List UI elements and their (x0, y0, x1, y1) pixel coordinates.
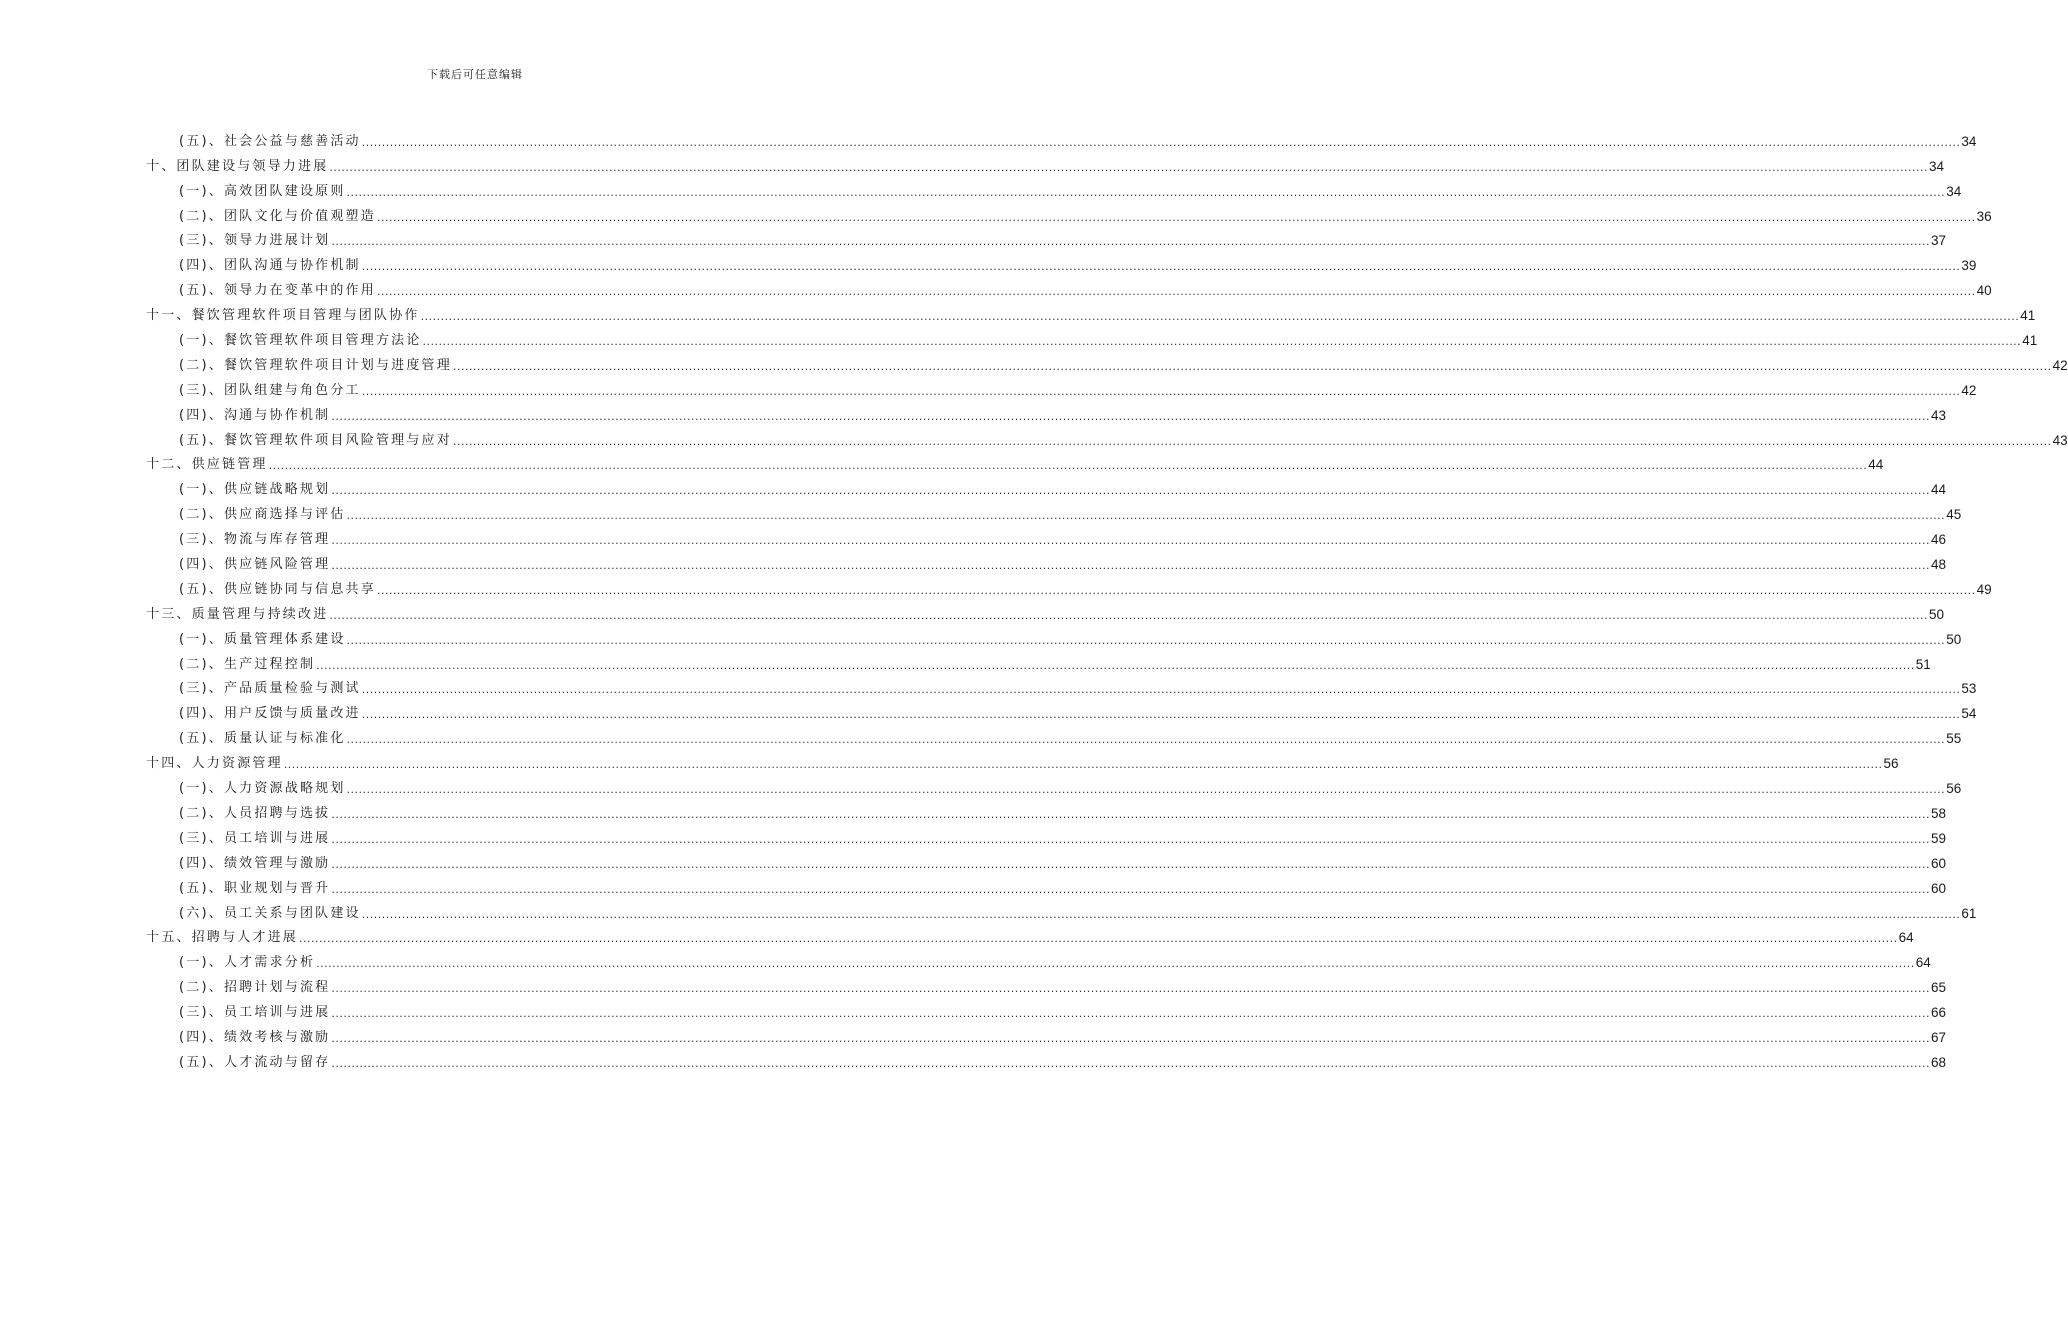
toc-leader-dots: ................................................................................................................................................................................................................................................................................................................................................................................................................ (361, 708, 1961, 722)
toc-leader-dots: ................................................................................................................................................................................................................................................................................................................................................................................................................ (452, 434, 2052, 448)
toc-leader-dots: ................................................................................................................................................................................................................................................................................................................................................................................................................ (331, 409, 1930, 423)
toc-entry-title: (三)、领导力进展计划 (179, 233, 331, 249)
toc-section-entry[interactable] (146, 424, 2068, 449)
toc-section-entry[interactable] (146, 548, 1947, 573)
toc-entry-title: (四)、绩效考核与激励 (179, 1029, 331, 1045)
toc-entry-page: 68 (1930, 1054, 1947, 1070)
toc-entry-title: (二)、招聘计划与流程 (179, 980, 331, 996)
toc-leader-dots: ................................................................................................................................................................................................................................................................................................................................................................................................................ (316, 658, 1915, 672)
toc-entry-page: 34 (1961, 133, 1977, 149)
page-header: 下载后可任意编辑 (427, 68, 523, 81)
toc-section-entry[interactable] (146, 249, 1977, 274)
toc-section-entry[interactable] (146, 473, 1947, 498)
toc-section-entry[interactable] (146, 673, 1977, 698)
toc-leader-dots: ................................................................................................................................................................................................................................................................................................................................................................................................................ (376, 583, 1976, 597)
toc-entry-title: (二)、供应商选择与评估 (179, 507, 346, 523)
toc-leader-dots: ................................................................................................................................................................................................................................................................................................................................................................................................................ (361, 135, 1961, 149)
toc-entry-title: (二)、团队文化与价值观塑造 (179, 208, 376, 224)
toc-section-entry[interactable] (146, 897, 1977, 922)
toc-entry-page: 44 (1868, 457, 1884, 473)
toc-entry-title: (五)、职业规划与晋升 (179, 880, 331, 896)
toc-entry-page: 65 (1930, 980, 1947, 996)
toc-section-entry[interactable] (146, 797, 1947, 822)
toc-chapter-entry[interactable] (146, 598, 1945, 623)
toc-entry-page: 43 (1930, 407, 1947, 423)
toc-section-entry[interactable] (146, 523, 1947, 548)
toc-entry-title: (四)、绩效管理与激励 (179, 855, 331, 871)
toc-leader-dots: ................................................................................................................................................................................................................................................................................................................................................................................................................ (331, 484, 1930, 498)
toc-leader-dots: ................................................................................................................................................................................................................................................................................................................................................................................................................ (316, 957, 1915, 971)
toc-entry-page: 43 (2052, 432, 2068, 448)
toc-leader-dots: ................................................................................................................................................................................................................................................................................................................................................................................................................ (346, 733, 1946, 747)
toc-leader-dots: ................................................................................................................................................................................................................................................................................................................................................................................................................ (331, 807, 1930, 821)
toc-entry-page: 60 (1930, 855, 1947, 871)
toc-leader-dots: ................................................................................................................................................................................................................................................................................................................................................................................................................ (376, 285, 1976, 299)
toc-entry-page: 48 (1930, 557, 1947, 573)
toc-chapter-entry[interactable] (146, 299, 2036, 324)
toc-entry-title: (五)、供应链协同与信息共享 (179, 581, 376, 597)
toc-entry-page: 42 (2052, 357, 2068, 373)
toc-section-entry[interactable] (146, 573, 1992, 598)
toc-entry-page: 61 (1961, 905, 1977, 921)
toc-leader-dots: ................................................................................................................................................................................................................................................................................................................................................................................................................ (361, 907, 1961, 921)
toc-entry-title: (五)、餐饮管理软件项目风险管理与应对 (179, 432, 452, 448)
toc-leader-dots: ................................................................................................................................................................................................................................................................................................................................................................................................................ (331, 1007, 1930, 1021)
toc-section-entry[interactable] (146, 971, 1947, 996)
toc-entry-page: 41 (2022, 333, 2038, 349)
toc-leader-dots: ................................................................................................................................................................................................................................................................................................................................................................................................................ (331, 235, 1930, 249)
toc-entry-title: (六)、员工关系与团队建设 (179, 905, 361, 921)
toc-section-entry[interactable] (146, 946, 1931, 971)
toc-leader-dots: ................................................................................................................................................................................................................................................................................................................................................................................................................ (376, 210, 1976, 224)
toc-entry-title: 十一、餐饮管理软件项目管理与团队协作 (146, 308, 420, 324)
toc-entry-page: 51 (1915, 656, 1931, 672)
toc-entry-title: 十四、人力资源管理 (146, 756, 283, 772)
toc-entry-page: 41 (2020, 308, 2036, 324)
toc-leader-dots: ................................................................................................................................................................................................................................................................................................................................................................................................................ (361, 384, 1961, 398)
toc-entry-title: (四)、沟通与协作机制 (179, 407, 331, 423)
toc-leader-dots: ................................................................................................................................................................................................................................................................................................................................................................................................................ (346, 633, 1946, 647)
toc-leader-dots: ................................................................................................................................................................................................................................................................................................................................................................................................................ (346, 185, 1946, 199)
toc-section-entry[interactable] (146, 847, 1947, 872)
toc-entry-page: 59 (1930, 830, 1947, 846)
toc-entry-page: 66 (1930, 1005, 1947, 1021)
toc-section-entry[interactable] (146, 374, 1977, 399)
toc-leader-dots: ................................................................................................................................................................................................................................................................................................................................................................................................................ (346, 783, 1946, 797)
toc-entry-title: (三)、员工培训与进展 (179, 830, 331, 846)
toc-entry-title: (四)、供应链风险管理 (179, 557, 331, 573)
toc-entry-page: 67 (1930, 1029, 1947, 1045)
toc-chapter-entry[interactable] (146, 922, 1914, 947)
toc-section-entry[interactable] (146, 324, 2038, 349)
toc-entry-title: (一)、供应链战略规划 (179, 482, 331, 498)
toc-leader-dots: ................................................................................................................................................................................................................................................................................................................................................................................................................ (329, 160, 1929, 174)
toc-leader-dots: ................................................................................................................................................................................................................................................................................................................................................................................................................ (331, 832, 1930, 846)
toc-entry-page: 50 (1929, 606, 1945, 622)
toc-entry-page: 34 (1946, 183, 1962, 199)
toc-leader-dots: ................................................................................................................................................................................................................................................................................................................................................................................................................ (361, 260, 1961, 274)
toc-section-entry[interactable] (146, 772, 1962, 797)
toc-section-entry[interactable] (146, 648, 1931, 673)
toc-section-entry[interactable] (146, 1046, 1947, 1071)
toc-entry-page: 55 (1946, 731, 1962, 747)
toc-entry-title: (一)、人力资源战略规划 (179, 781, 346, 797)
toc-section-entry[interactable] (146, 722, 1962, 747)
toc-entry-page: 60 (1930, 880, 1947, 896)
toc-section-entry[interactable] (146, 225, 1947, 250)
toc-entry-page: 36 (1976, 208, 1992, 224)
toc-leader-dots: ................................................................................................................................................................................................................................................................................................................................................................................................................ (331, 857, 1930, 871)
toc-entry-page: 45 (1946, 507, 1962, 523)
toc-leader-dots: ................................................................................................................................................................................................................................................................................................................................................................................................................ (422, 335, 2022, 349)
toc-entry-page: 58 (1930, 805, 1947, 821)
toc-entry-title: 十三、质量管理与持续改进 (146, 606, 329, 622)
toc-entry-title: (一)、质量管理体系建设 (179, 631, 346, 647)
toc-chapter-entry[interactable] (146, 150, 1945, 175)
toc-chapter-entry[interactable] (146, 747, 1899, 772)
toc-leader-dots: ................................................................................................................................................................................................................................................................................................................................................................................................................ (283, 758, 1883, 772)
toc-entry-page: 53 (1961, 681, 1977, 697)
toc-leader-dots: ................................................................................................................................................................................................................................................................................................................................................................................................................ (299, 932, 1898, 946)
toc-leader-dots: ................................................................................................................................................................................................................................................................................................................................................................................................................ (346, 509, 1946, 523)
toc-entry-page: 56 (1946, 781, 1962, 797)
toc-section-entry[interactable] (146, 996, 1947, 1021)
toc-entry-page: 34 (1929, 158, 1945, 174)
toc-entry-title: (五)、领导力在变革中的作用 (179, 283, 376, 299)
toc-leader-dots: ................................................................................................................................................................................................................................................................................................................................................................................................................ (331, 1031, 1930, 1045)
toc-chapter-entry[interactable] (146, 449, 1884, 474)
toc-section-entry[interactable] (146, 697, 1977, 722)
toc-entry-page: 56 (1883, 756, 1899, 772)
toc-section-entry[interactable] (146, 274, 1992, 299)
toc-entry-page: 46 (1930, 532, 1947, 548)
toc-section-entry[interactable] (146, 623, 1962, 648)
toc-entry-title: (一)、高效团队建设原则 (179, 183, 346, 199)
toc-entry-title: (一)、餐饮管理软件项目管理方法论 (179, 333, 422, 349)
toc-entry-title: (五)、社会公益与慈善活动 (179, 133, 361, 149)
toc-entry-title: (一)、人才需求分析 (179, 955, 316, 971)
toc-entry-title: (四)、用户反馈与质量改进 (179, 706, 361, 722)
toc-leader-dots: ................................................................................................................................................................................................................................................................................................................................................................................................................ (331, 982, 1930, 996)
toc-entry-title: (三)、团队组建与角色分工 (179, 382, 361, 398)
toc-leader-dots: ................................................................................................................................................................................................................................................................................................................................................................................................................ (331, 1056, 1930, 1070)
toc-leader-dots: ................................................................................................................................................................................................................................................................................................................................................................................................................ (452, 359, 2052, 373)
toc-entry-page: 64 (1915, 955, 1931, 971)
toc-entry-page: 54 (1961, 706, 1977, 722)
toc-entry-page: 40 (1976, 283, 1992, 299)
toc-entry-title: (二)、人员招聘与选拔 (179, 805, 331, 821)
toc-entry-title: 十五、招聘与人才进展 (146, 930, 299, 946)
toc-entry-title: (三)、员工培训与进展 (179, 1005, 331, 1021)
toc-entry-page: 64 (1898, 930, 1914, 946)
toc-entry-page: 42 (1961, 382, 1977, 398)
toc-entry-title: (三)、产品质量检验与测试 (179, 681, 361, 697)
toc-entry-title: (三)、物流与库存管理 (179, 532, 331, 548)
toc-entry-title: (二)、餐饮管理软件项目计划与进度管理 (179, 357, 452, 373)
toc-section-entry[interactable] (146, 822, 1947, 847)
toc-entry-page: 49 (1976, 581, 1992, 597)
toc-leader-dots: ................................................................................................................................................................................................................................................................................................................................................................................................................ (361, 683, 1961, 697)
toc-leader-dots: ................................................................................................................................................................................................................................................................................................................................................................................................................ (331, 534, 1930, 548)
toc-entry-title: 十、团队建设与领导力进展 (146, 158, 329, 174)
toc-section-entry[interactable] (146, 1021, 1947, 1046)
toc-leader-dots: ................................................................................................................................................................................................................................................................................................................................................................................................................ (331, 882, 1930, 896)
toc-section-entry[interactable] (146, 399, 1947, 424)
toc-section-entry[interactable] (146, 872, 1947, 897)
toc-entry-page: 37 (1930, 233, 1947, 249)
toc-leader-dots: ................................................................................................................................................................................................................................................................................................................................................................................................................ (331, 559, 1930, 573)
toc-leader-dots: ................................................................................................................................................................................................................................................................................................................................................................................................................ (420, 310, 2020, 324)
toc-section-entry[interactable] (146, 200, 1992, 225)
toc-section-entry[interactable] (146, 125, 1977, 150)
toc-leader-dots: ................................................................................................................................................................................................................................................................................................................................................................................................................ (329, 608, 1929, 622)
toc-entry-title: (五)、人才流动与留存 (179, 1054, 331, 1070)
toc-entry-title: (五)、质量认证与标准化 (179, 731, 346, 747)
table-of-contents (146, 125, 2068, 1071)
toc-entry-title: 十二、供应链管理 (146, 457, 268, 473)
toc-entry-page: 50 (1946, 631, 1962, 647)
toc-entry-title: (二)、生产过程控制 (179, 656, 316, 672)
toc-section-entry[interactable] (146, 175, 1962, 200)
toc-entry-page: 44 (1930, 482, 1947, 498)
toc-entry-title: (四)、团队沟通与协作机制 (179, 258, 361, 274)
toc-section-entry[interactable] (146, 349, 2068, 374)
toc-section-entry[interactable] (146, 498, 1962, 523)
toc-leader-dots: ................................................................................................................................................................................................................................................................................................................................................................................................................ (268, 459, 1868, 473)
toc-entry-page: 39 (1961, 258, 1977, 274)
